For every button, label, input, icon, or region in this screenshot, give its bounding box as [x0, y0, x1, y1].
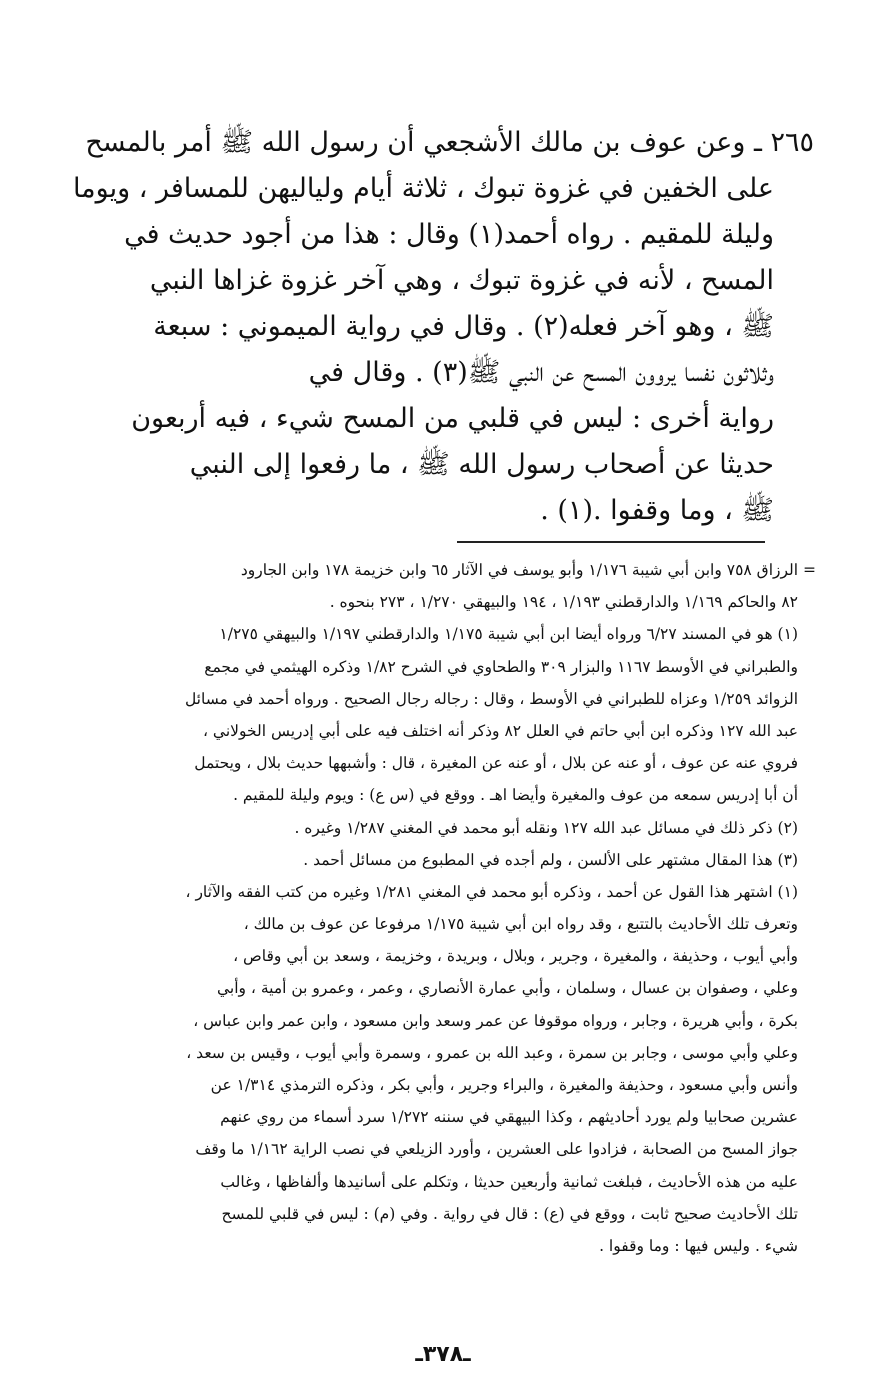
- footnote-line: = الرزاق ٧٥٨ وابن أبي شيبة ١/١٧٦ وأبو يوسف في الآثار ٦٥ وابن خزيمة ١٧٨ وابن الجارود: [240, 561, 816, 579]
- main-text-line: المسح ، لأنه في غزوة تبوك ، وهي آخر غزوة غزاها النبي: [149, 265, 774, 296]
- footnote-line: شيء . وليس فيها : وما وقفوا .: [599, 1236, 798, 1255]
- main-text-line: ﷺ ، وما وقفوا .(١) .: [540, 495, 774, 526]
- footnote-line: عشرين صحابيا ولم يورد أحاديثهم ، وكذا البيهقي في سننه ١/٢٧٢ سرد أسماء من روي عنهم: [220, 1108, 798, 1127]
- footnote-line: عبد الله ١٢٧ وذكره ابن أبي حاتم في العلل ٨٢ وذكر أنه اختلف فيه على أبي إدريس الخولاني ،: [202, 721, 798, 740]
- footnote-line: عليه من هذه الأحاديث ، فبلغت ثمانية وأربعين حديثا ، وتكلم على أسانيدها وألفاظها ، وغالب: [220, 1172, 798, 1191]
- footnote-line: بكرة ، وأبي هريرة ، وجابر ، ورواه موقوفا عن عمر وسعد وابن مسعود ، وابن عمر وابن عباس ،: [193, 1011, 798, 1030]
- footnote-line: (٣) هذا المقال مشتهر على الألسن ، ولم أجده في المطبوع من مسائل أحمد .: [303, 850, 798, 869]
- footnote-line: (١) هو في المسند ٦/٢٧ ورواه أيضا ابن أبي شيبة ١/١٧٥ والدارقطني ١/١٩٧ والبيهقي ١/٢٧٥: [219, 625, 798, 644]
- footnote-line: تلك الأحاديث صحيح ثابت ، ووقع في (ع) : قال في رواية . وفي (م) : ليس في قلبي للمسح: [221, 1204, 798, 1223]
- footnote-line: والطبراني في الأوسط ١١٦٧ والبزار ٣٠٩ والطحاوي في الشرح ١/٨٢ وذكره الهيثمي في مجمع: [204, 657, 798, 676]
- main-text-line: وثلاثون نفسا يروون المسح عن النبي ﷺ(٣) . وقال في: [308, 357, 774, 388]
- footnote-line: وأبي أيوب ، وحذيفة ، والمغيرة ، وجرير ، وبلال ، وبريدة ، وخزيمة ، وسعد بن أبي وقاص ،: [233, 947, 798, 966]
- main-text-line: ٢٦٥ ـ وعن عوف بن مالك الأشجعي أن رسول الله ﷺ أمر بالمسح: [85, 127, 814, 158]
- main-text-line: ﷺ ، وهو آخر فعله(٢) . وقال في رواية الميموني : سبعة: [153, 311, 774, 342]
- footnote-line: الزوائد ١/٢٥٩ وعزاه للطبراني في الأوسط ، وقال : رجاله رجال الصحيح . ورواه أحمد في مسائل: [184, 689, 798, 708]
- footnote-line: وعلي ، وصفوان بن عسال ، وسلمان ، وأبي عمارة الأنصاري ، وعمر ، وعمرو بن أمية ، وأبي: [216, 979, 798, 998]
- main-text-line: رواية أخرى : ليس في قلبي من المسح شيء ، فيه أربعون: [131, 403, 774, 434]
- main-text-block: [72, 120, 814, 534]
- main-text-line: حديثا عن أصحاب رسول الله ﷺ ، ما رفعوا إلى النبي: [189, 449, 774, 480]
- footnote-line: ٨٢ والحاكم ١/١٦٩ والدارقطني ١/١٩٣ ، ١٩٤ والبيهقي ١/٢٧٠ ، ٢٧٣ بنحوه .: [329, 593, 798, 612]
- footnote-line: وتعرف تلك الأحاديث بالتتبع ، وقد رواه ابن أبي شيبة ١/١٧٥ مرفوعا عن عوف بن مالك ،: [243, 915, 798, 934]
- footnote-line: وعلي وأبي موسى ، وجابر بن سمرة ، وعبد الله بن عمرو ، وسمرة وأبي أيوب ، وقيس بن سعد ،: [186, 1043, 798, 1062]
- footnotes-block: [40, 554, 816, 1262]
- footnote-separator: [457, 541, 765, 543]
- main-text-line: على الخفين في غزوة تبوك ، ثلاثة أيام ولياليهن للمسافر ، ويوما: [72, 173, 774, 204]
- footnote-line: جواز المسح من الصحابة ، فزادوا على العشرين ، وأورد الزيلعي في نصب الراية ١/١٦٢ ما وقف: [195, 1140, 798, 1159]
- footnote-line: (١) اشتهر هذا القول عن أحمد ، وذكره أبو محمد في المغني ١/٢٨١ وغيره من كتب الفقه والآثار ،: [185, 882, 798, 901]
- footnote-line: فروي عنه عن عوف ، أو عنه عن بلال ، أو عنه عن المغيرة ، قال : وأشبهها حديث بلال ، ويحتمل: [194, 754, 798, 773]
- main-text-line: وليلة للمقيم . رواه أحمد(١) وقال : هذا من أجود حديث في: [124, 219, 774, 250]
- page-number: ـ٣٧٨ـ: [415, 1342, 471, 1367]
- footnote-line: (٢) ذكر ذلك في مسائل عبد الله ١٢٧ ونقله أبو محمد في المغني ١/٢٨٧ وغيره .: [294, 818, 798, 837]
- footnote-line: وأنس وأبي مسعود ، وحذيفة والمغيرة ، والبراء وجرير ، وأبي بكر ، وذكره الترمذي ١/٣١٤ عن: [210, 1076, 798, 1094]
- footnote-line: أن أبا إدريس سمعه من عوف والمغيرة وأيضا اهـ . ووقع في (س ع) : ويوم وليلة للمقيم .: [233, 786, 798, 805]
